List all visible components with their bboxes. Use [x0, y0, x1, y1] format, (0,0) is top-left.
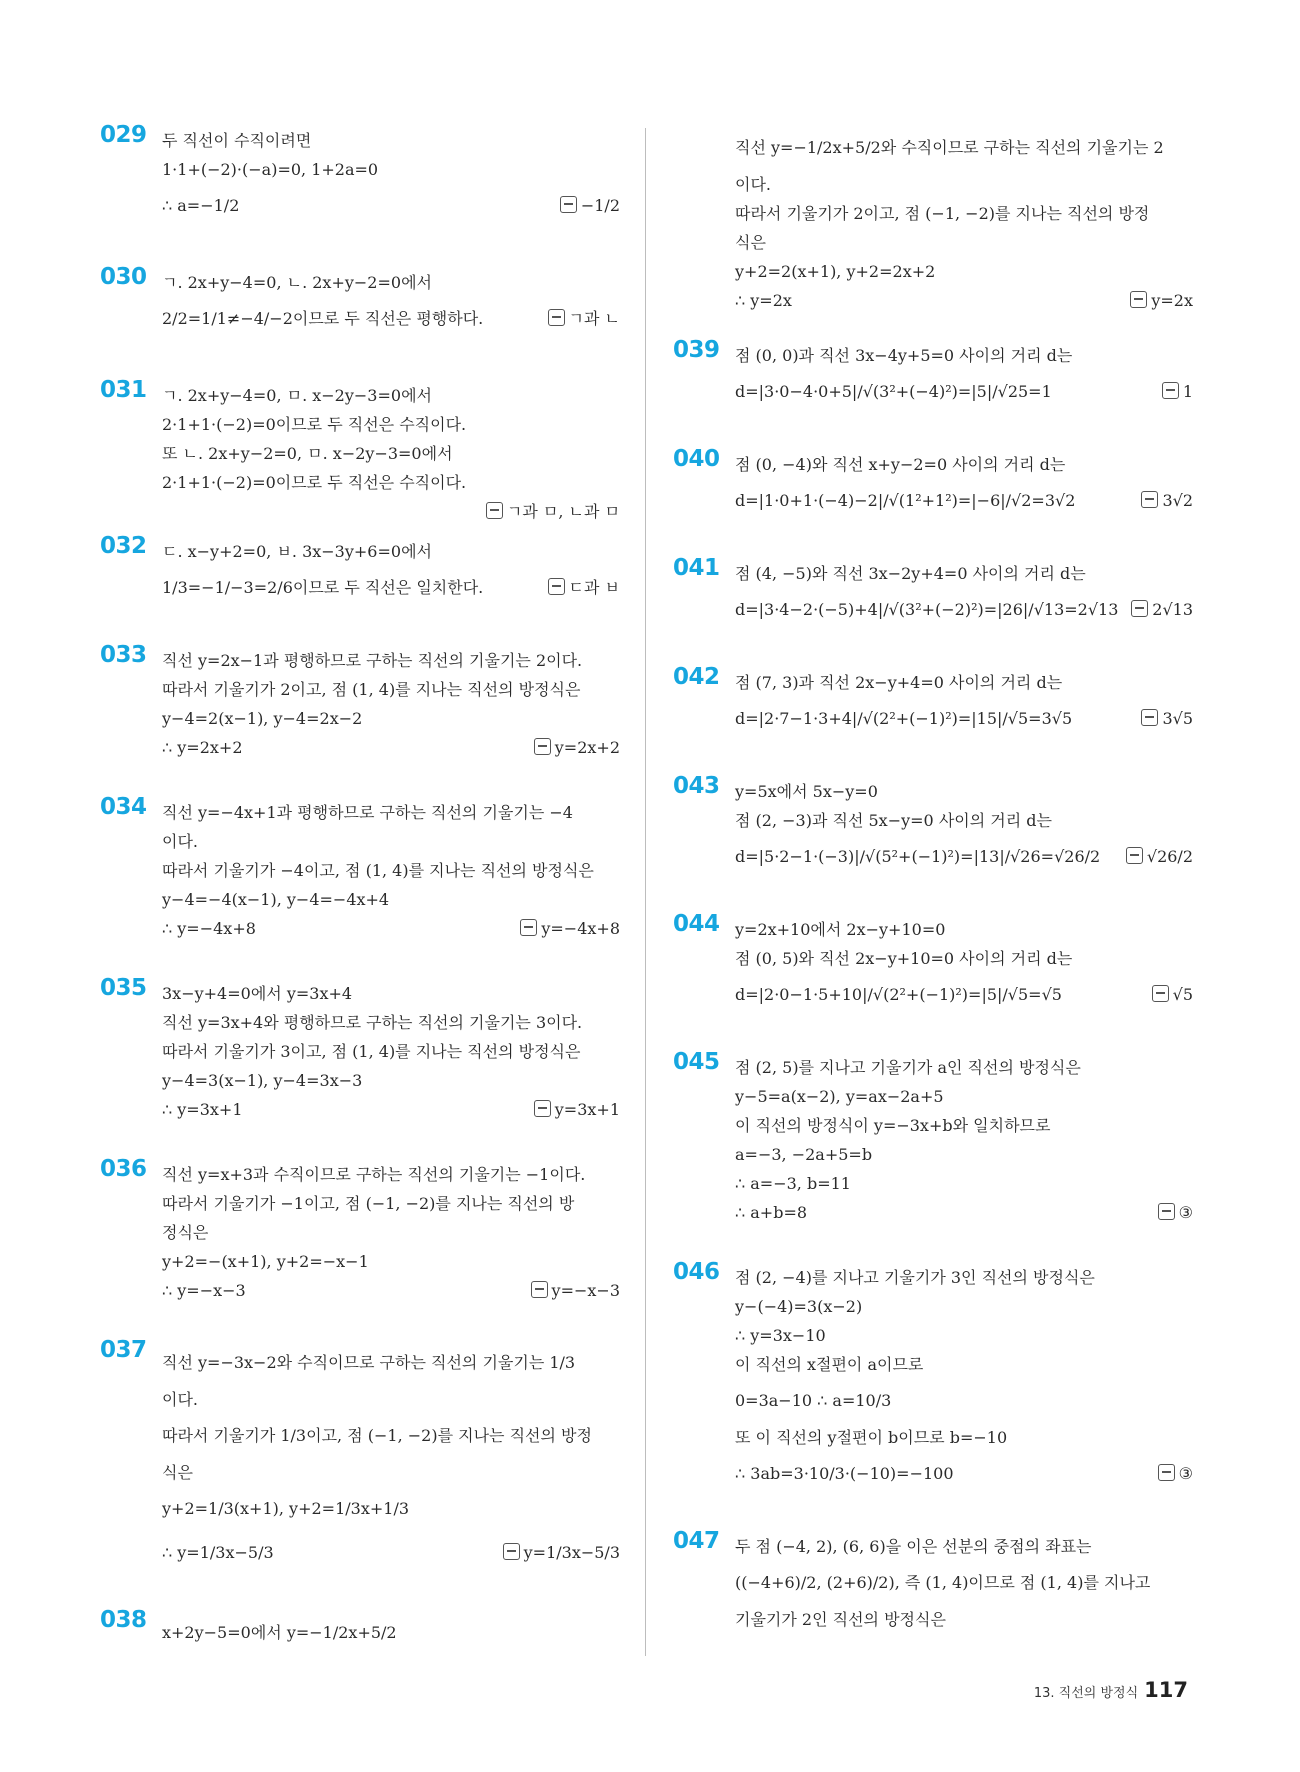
solution-line [162, 1341, 620, 1385]
answer-text: y=1/3x−5/3 [523, 1543, 620, 1562]
solution-text: 이 직선의 x절편이 a이므로 [735, 1355, 924, 1374]
solution-line [162, 297, 620, 341]
solution-line [735, 479, 1193, 523]
answer-icon [1162, 382, 1179, 399]
answer-text: y=3x+1 [554, 1100, 620, 1119]
problem-number: 042 [673, 664, 720, 690]
answer-text: ㄱ과 ㄴ [568, 309, 620, 328]
solution-text: 직선 y=−4x+1과 평행하므로 구하는 직선의 기울기는 −4 [162, 803, 573, 822]
solution-line [735, 1053, 1193, 1082]
answer-text: 3√2 [1162, 491, 1193, 510]
solution-line [735, 915, 1193, 944]
answer-icon [1130, 291, 1147, 308]
problem-number: 038 [100, 1607, 147, 1633]
solution-line [162, 1095, 620, 1124]
solution-text: ∴ y=1/3x−5/3 [162, 1543, 274, 1562]
solution-039 [673, 337, 1193, 414]
problem-number: 029 [100, 122, 147, 148]
answer-icon [1126, 847, 1143, 864]
solution-line [735, 257, 1193, 286]
solution-line [735, 806, 1193, 835]
answer-icon [1131, 600, 1148, 617]
answer-text: y=−4x+8 [541, 919, 620, 938]
answer [1131, 588, 1193, 632]
solution-text: y−4=2(x−1), y−4=2x−2 [162, 709, 363, 728]
solution-text: 직선 y=3x+4와 평행하므로 구하는 직선의 기울기는 3이다. [162, 1013, 583, 1032]
solution-line [162, 914, 620, 943]
solution-text: 기울기가 2인 직선의 방정식은 [735, 1610, 946, 1629]
solution-line [735, 944, 1193, 973]
solution-line [735, 1605, 1193, 1634]
solution-text: 직선 y=2x−1과 평행하므로 구하는 직선의 기울기는 2이다. [162, 651, 583, 670]
solution-029 [100, 122, 620, 228]
solution-text: 점 (2, 5)를 지나고 기울기가 a인 직선의 방정식은 [735, 1058, 1081, 1077]
solution-line [735, 1292, 1193, 1321]
solution-line [162, 468, 620, 497]
answer [1162, 370, 1193, 414]
problem-number: 041 [673, 555, 720, 581]
solution-line [162, 1414, 620, 1458]
left-column [100, 122, 620, 1655]
answer-text: y=2x+2 [554, 738, 620, 757]
solution-line [162, 184, 620, 228]
solution-text: 따라서 기울기가 −4이고, 점 (1, 4)를 지나는 직선의 방정식은 [162, 861, 594, 880]
solution-line [735, 777, 1193, 806]
solution-line [735, 1263, 1193, 1292]
problem-number: 040 [673, 446, 720, 472]
solution-text: 두 직선이 수직이려면 [162, 131, 312, 150]
problem-number: 043 [673, 773, 720, 799]
solution-text: 3x−y+4=0에서 y=3x+4 [162, 984, 353, 1003]
solution-text: ∴ y=−x−3 [162, 1281, 246, 1300]
solution-text: y−5=a(x−2), y=ax−2a+5 [735, 1087, 944, 1106]
solution-text: ∴ 3ab=3·10/3·(−10)=−100 [735, 1464, 954, 1483]
solution-line [162, 856, 620, 885]
solution-line [162, 155, 620, 184]
answer [1141, 697, 1193, 741]
solution-034 [100, 794, 620, 943]
answer-text: √5 [1172, 985, 1193, 1004]
problem-number: 036 [100, 1156, 147, 1182]
solution-text: 점 (2, −4)를 지나고 기울기가 3인 직선의 방정식은 [735, 1268, 1095, 1287]
problem-number: 030 [100, 264, 147, 290]
answer-icon [548, 309, 565, 326]
solution-text: 직선 y=x+3과 수직이므로 구하는 직선의 기울기는 −1이다. [162, 1165, 586, 1184]
solution-041 [673, 555, 1193, 632]
answer-icon [486, 502, 503, 519]
answer [1141, 479, 1193, 523]
solution-text: ∴ y=3x+1 [162, 1100, 243, 1119]
column-divider [645, 128, 646, 1656]
solution-line [162, 646, 620, 675]
solution-line [735, 588, 1193, 632]
answer-icon [534, 738, 551, 755]
solution-text: 따라서 기울기가 3이고, 점 (1, 4)를 지나는 직선의 방정식은 [162, 1042, 581, 1061]
solution-text: 식은 [162, 1463, 193, 1482]
solution-text: ∴ a+b=8 [735, 1203, 808, 1222]
answer-icon [1141, 709, 1158, 726]
solution-line [162, 1487, 620, 1531]
solution-text: ∴ y=2x+2 [162, 738, 243, 757]
problem-number: 031 [100, 377, 147, 403]
answer-icon [1141, 491, 1158, 508]
solution-line [735, 559, 1193, 588]
solution-text: 따라서 기울기가 1/3이고, 점 (−1, −2)를 지나는 직선의 방정 [162, 1426, 592, 1445]
solution-text: y=2x+10에서 2x−y+10=0 [735, 920, 946, 939]
solution-text: y=5x에서 5x−y=0 [735, 782, 878, 801]
solution-text: 따라서 기울기가 −1이고, 점 (−1, −2)를 지나는 직선의 방 [162, 1194, 575, 1213]
solution-045 [673, 1049, 1193, 1227]
solution-line [735, 697, 1193, 741]
solution-text: 2·1+1·(−2)=0이므로 두 직선은 수직이다. [162, 415, 467, 434]
solution-047 [673, 1528, 1193, 1634]
solution-text: 점 (4, −5)와 직선 3x−2y+4=0 사이의 거리 d는 [735, 564, 1086, 583]
solution-text: 따라서 기울기가 2이고, 점 (−1, −2)를 지나는 직선의 방정 [735, 204, 1150, 223]
answer-icon [1152, 985, 1169, 1002]
answer-text: ③ [1178, 1203, 1193, 1222]
solution-text: d=|3·0−4·0+5|/√(3²+(−4)²)=|5|/√25=1 [735, 382, 1052, 401]
right-column [673, 126, 1193, 1634]
solution-line [162, 827, 620, 856]
solution-text: 1/3=−1/−3=2/6이므로 두 직선은 일치한다. [162, 578, 484, 597]
footer-chapter: 13. 직선의 방정식 [1033, 1686, 1139, 1701]
solution-line [735, 286, 1193, 315]
page-number: 117 [1144, 1678, 1188, 1702]
solution-line [162, 798, 620, 827]
answer-text: ③ [1178, 1464, 1193, 1483]
solution-text: 점 (0, −4)와 직선 x+y−2=0 사이의 거리 d는 [735, 455, 1066, 474]
solution-text: y−(−4)=3(x−2) [735, 1297, 863, 1316]
solution-text: 또 ㄴ. 2x+y−2=0, ㅁ. x−2y−3=0에서 [162, 444, 453, 463]
solution-line [162, 1385, 620, 1414]
solution-line [735, 228, 1193, 257]
solution-line [735, 1321, 1193, 1350]
solution-line [162, 126, 620, 155]
solution-text: 이다. [735, 175, 771, 194]
solution-037 [100, 1337, 620, 1575]
problem-number: 037 [100, 1337, 147, 1363]
solution-line [735, 199, 1193, 228]
answer [1130, 286, 1193, 315]
solution-text: d=|5·2−1·(−3)|/√(5²+(−1)²)=|13|/√26=√26/2 [735, 847, 1101, 866]
solution-text: ∴ a=−1/2 [162, 196, 240, 215]
solution-line [162, 1037, 620, 1066]
solution-line [735, 1111, 1193, 1140]
answer-text: 3√5 [1162, 709, 1193, 728]
solution-text: ∴ y=2x [735, 291, 792, 310]
solution-line [162, 1008, 620, 1037]
answer-text: 1 [1182, 382, 1193, 401]
solution-text: 직선 y=−3x−2와 수직이므로 구하는 직선의 기울기는 1/3 [162, 1353, 576, 1372]
solution-line [162, 381, 620, 410]
solution-text: ∴ y=3x−10 [735, 1326, 826, 1345]
answer [1126, 835, 1193, 879]
answer-text: −1/2 [580, 196, 620, 215]
problem-number: 046 [673, 1259, 720, 1285]
problem-number: 047 [673, 1528, 720, 1554]
solution-line [162, 675, 620, 704]
solution-text: ∴ a=−3, b=11 [735, 1174, 851, 1193]
answer [1158, 1198, 1193, 1227]
solution-line [162, 1189, 620, 1218]
answer-text: ㄷ과 ㅂ [568, 578, 620, 597]
solution-line [162, 1247, 620, 1276]
answer [1152, 973, 1193, 1017]
answer [531, 1276, 620, 1305]
solution-text: 이 직선의 방정식이 y=−3x+b와 일치하므로 [735, 1116, 1051, 1135]
solution-046 [673, 1259, 1193, 1496]
answer-icon [1158, 1464, 1175, 1481]
answer-text: y=2x [1151, 291, 1193, 310]
answer [503, 1531, 620, 1575]
solution-text: 직선 y=−1/2x+5/2와 수직이므로 구하는 직선의 기울기는 2 [735, 138, 1164, 157]
solution-line [162, 1218, 620, 1247]
solution-text: 점 (0, 0)과 직선 3x−4y+5=0 사이의 거리 d는 [735, 346, 1073, 365]
solution-035 [100, 975, 620, 1124]
solution-line [162, 979, 620, 1008]
solution-text: y−4=3(x−1), y−4=3x−3 [162, 1071, 363, 1090]
problem-number: 035 [100, 975, 147, 1001]
problem-number: 034 [100, 794, 147, 820]
solution-043 [673, 773, 1193, 879]
answer-text: ㄱ과 ㅁ, ㄴ과 ㅁ [506, 502, 620, 521]
solution-040 [673, 446, 1193, 523]
solution-044 [673, 911, 1193, 1017]
solution-text: ((−4+6)/2, (2+6)/2), 즉 (1, 4)이므로 점 (1, 4)를 지나고 [735, 1573, 1151, 1592]
solution-line [735, 450, 1193, 479]
solution-line [735, 1169, 1193, 1198]
answer [1158, 1452, 1193, 1496]
solution-text: 2/2=1/1≠−4/−2이므로 두 직선은 평행하다. [162, 309, 484, 328]
solution-line [735, 1379, 1193, 1423]
answer [560, 184, 620, 228]
solution-text: 1·1+(−2)·(−a)=0, 1+2a=0 [162, 160, 379, 179]
solution-line [162, 885, 620, 914]
solution-text: ∴ y=−4x+8 [162, 919, 256, 938]
answer [548, 297, 620, 341]
solution-text: 이다. [162, 832, 198, 851]
answer-text: 2√13 [1152, 600, 1193, 619]
solution-line [162, 410, 620, 439]
page-footer [1034, 1678, 1188, 1702]
problem-number: 045 [673, 1049, 720, 1075]
solution-text: 두 점 (−4, 2), (6, 6)을 이은 선분의 중점의 좌표는 [735, 1537, 1092, 1556]
solution-text: 점 (7, 3)과 직선 2x−y+4=0 사이의 거리 d는 [735, 673, 1063, 692]
answer [534, 733, 620, 762]
solution-text: 정식은 [162, 1223, 209, 1242]
solution-line [162, 733, 620, 762]
solution-line [735, 835, 1193, 879]
answer [534, 1095, 620, 1124]
answer-icon [503, 1543, 520, 1560]
solution-line [162, 537, 620, 566]
solution-line [735, 1452, 1193, 1496]
answer-text: √26/2 [1146, 847, 1193, 866]
solution-line [162, 439, 620, 468]
solution-text: ㄷ. x−y+2=0, ㅂ. 3x−3y+6=0에서 [162, 542, 432, 561]
solution-line [162, 1611, 620, 1655]
solution-line [735, 1082, 1193, 1111]
solution-text: 식은 [735, 233, 766, 252]
answer-icon [1158, 1203, 1175, 1220]
solution-text: ㄱ. 2x+y−4=0, ㄴ. 2x+y−2=0에서 [162, 273, 432, 292]
solution-line [735, 668, 1193, 697]
solution-line [162, 1276, 620, 1305]
solution-text: y−4=−4(x−1), y−4=−4x+4 [162, 890, 390, 909]
solution-text: y+2=2(x+1), y+2=2x+2 [735, 262, 936, 281]
solution-line [162, 566, 620, 610]
problem-number: 033 [100, 642, 147, 668]
answer-icon [534, 1100, 551, 1117]
solution-032 [100, 533, 620, 610]
solution-text: 따라서 기울기가 2이고, 점 (1, 4)를 지나는 직선의 방정식은 [162, 680, 581, 699]
solution-text: y+2=1/3(x+1), y+2=1/3x+1/3 [162, 1499, 410, 1518]
answer-text: y=−x−3 [551, 1281, 620, 1300]
solution-text: 0=3a−10 ∴ a=10/3 [735, 1391, 892, 1410]
answer [520, 914, 620, 943]
solution-line [735, 170, 1193, 199]
solution-text: d=|2·7−1·3+4|/√(2²+(−1)²)=|15|/√5=3√5 [735, 709, 1073, 728]
solution-line [735, 1350, 1193, 1379]
solution-line [162, 704, 620, 733]
solution-line [162, 1066, 620, 1095]
answer-icon [520, 919, 537, 936]
answer [486, 497, 620, 526]
solution-text: d=|3·4−2·(−5)+4|/√(3²+(−2)²)=|26|/√13=2√13 [735, 600, 1119, 619]
solution-line [162, 1160, 620, 1189]
solution-031 [100, 377, 620, 521]
solution-line [735, 973, 1193, 1017]
problem-number: 039 [673, 337, 720, 363]
solution-line [735, 1423, 1193, 1452]
answer-icon [560, 196, 577, 213]
solution-continued [673, 126, 1193, 315]
solution-text: a=−3, −2a+5=b [735, 1145, 873, 1164]
solution-042 [673, 664, 1193, 741]
solution-line [735, 370, 1193, 414]
solution-text: x+2y−5=0에서 y=−1/2x+5/2 [162, 1623, 397, 1642]
answer-icon [548, 578, 565, 595]
solution-line [735, 1198, 1193, 1227]
solution-line [735, 341, 1193, 370]
solution-text: 점 (0, 5)와 직선 2x−y+10=0 사이의 거리 d는 [735, 949, 1073, 968]
solution-text: y+2=−(x+1), y+2=−x−1 [162, 1252, 369, 1271]
solution-030 [100, 264, 620, 341]
solution-text: 2·1+1·(−2)=0이므로 두 직선은 수직이다. [162, 473, 467, 492]
solution-text: 또 이 직선의 y절편이 b이므로 b=−10 [735, 1428, 1008, 1447]
solution-033 [100, 642, 620, 762]
solution-line [162, 1458, 620, 1487]
solution-036 [100, 1156, 620, 1305]
solution-line [735, 126, 1193, 170]
solution-line [735, 1532, 1193, 1561]
answer [548, 566, 620, 610]
problem-number: 032 [100, 533, 147, 559]
solution-text: d=|2·0−1·5+10|/√(2²+(−1)²)=|5|/√5=√5 [735, 985, 1062, 1004]
solution-line [735, 1561, 1193, 1605]
solution-line [162, 1531, 620, 1575]
solution-text: 점 (2, −3)과 직선 5x−y=0 사이의 거리 d는 [735, 811, 1052, 830]
solution-text: 이다. [162, 1390, 198, 1409]
answer-icon [531, 1281, 548, 1298]
solution-text: ㄱ. 2x+y−4=0, ㅁ. x−2y−3=0에서 [162, 386, 432, 405]
solution-line [162, 268, 620, 297]
solution-line [735, 1140, 1193, 1169]
solution-038 [100, 1607, 620, 1655]
solution-text: d=|1·0+1·(−4)−2|/√(1²+1²)=|−6|/√2=3√2 [735, 491, 1076, 510]
problem-number: 044 [673, 911, 720, 937]
